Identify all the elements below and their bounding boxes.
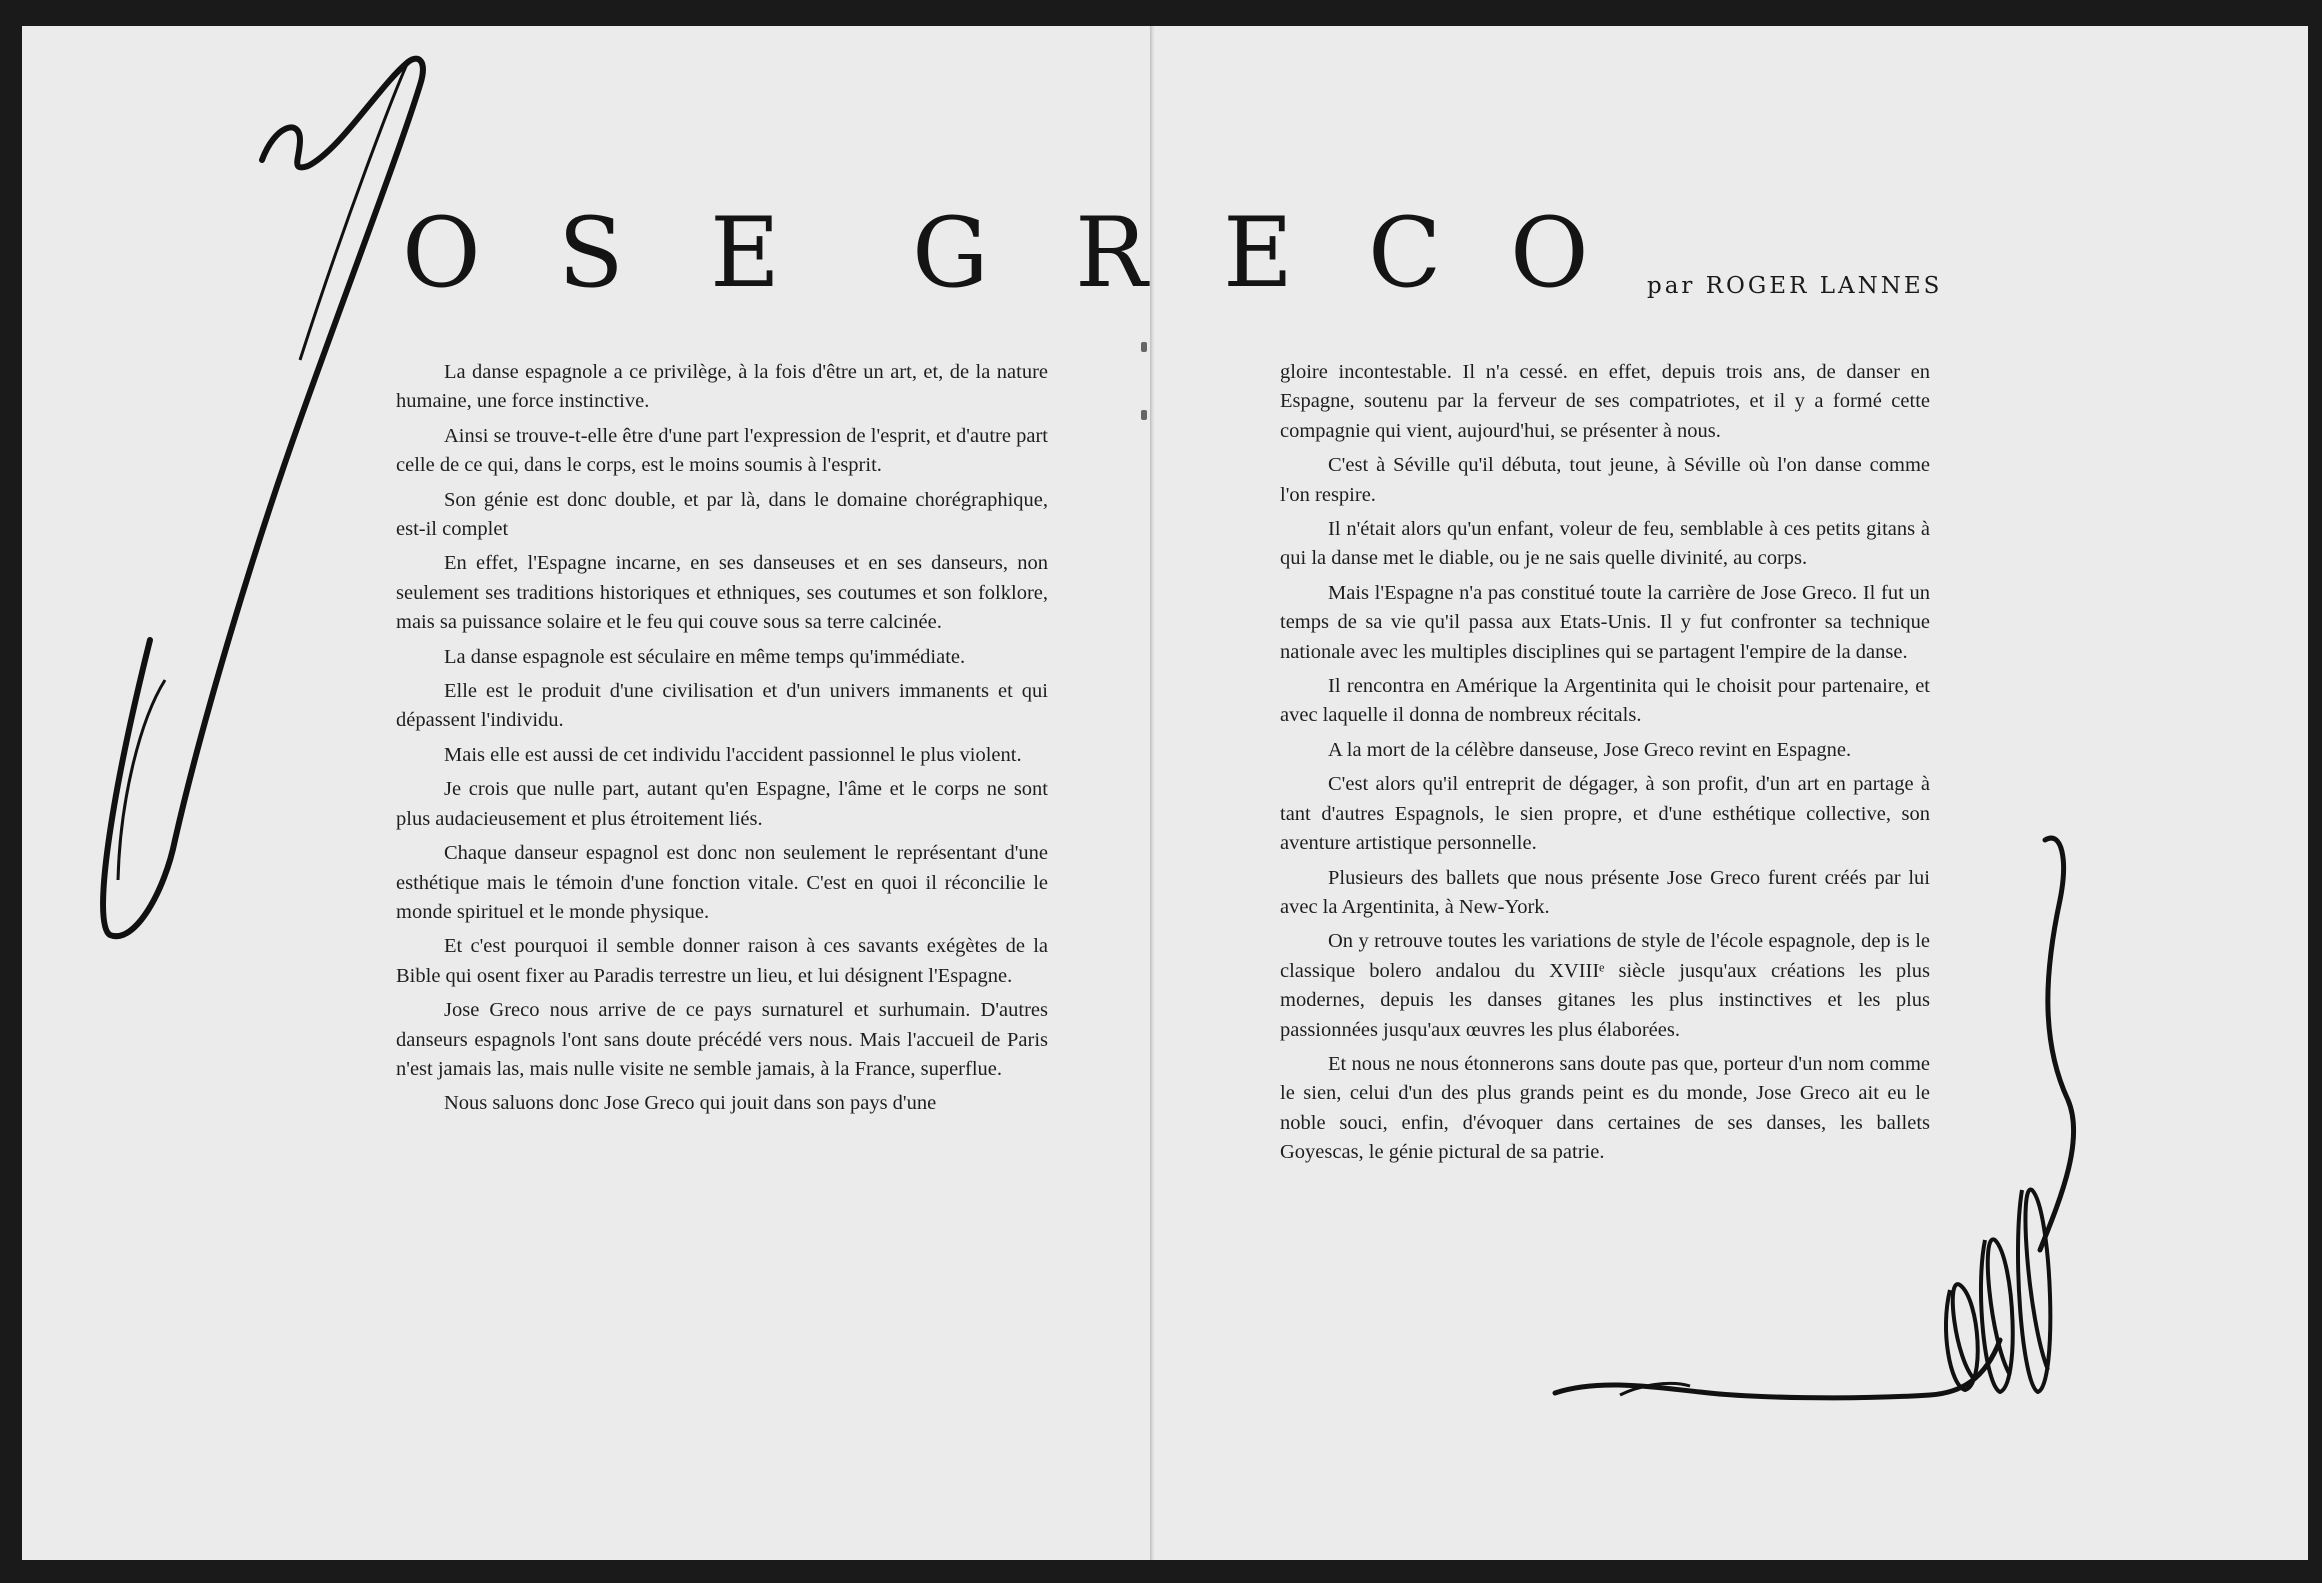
title-letter: C bbox=[1368, 197, 1442, 309]
paragraph: Je crois que nulle part, autant qu'en Espagne, l'âme et le corps ne sont plus audacieusement et plus étroitement liés. bbox=[396, 778, 1048, 830]
left-text-column bbox=[396, 358, 1048, 1124]
title-letter: R bbox=[1075, 197, 1148, 309]
paragraph: C'est à Séville qu'il débuta, tout jeune, à Séville où l'on danse comme l'on respire. bbox=[1280, 454, 1930, 506]
title-letter: O bbox=[402, 197, 481, 309]
paragraph: Ainsi se trouve-t-elle être d'une part l'expression de l'esprit, et d'autre part celle de ce qui, dans le corps, est le moins soumis à l'esprit. bbox=[396, 424, 1048, 477]
paragraph-continuation: gloire incontestable. Il n'a cessé. en effet, depuis trois ans, de danser en Espagne, soutenu par la ferveur de ses compatriotes, et il y a formé cette compagnie qui vient, aujourd'hui, se présenter à nous. bbox=[1280, 361, 1930, 442]
paragraph: Et nous ne nous étonnerons sans doute pas que, porteur d'un nom comme le sien, celui d'un des plus grands peint es du monde, Jose Greco ait eu le noble souci, enfin, d'évoquer dans certaines de ses danses, les ballets Goyescas, le génie pictural de sa patrie. bbox=[1280, 1052, 1930, 1164]
paragraph: Mais l'Espagne n'a pas constitué toute la carrière de Jose Greco. Il fut un temps de sa vie qu'il passa aux Etats-Unis. Il y fut confronter sa technique nationale avec les multiples disciplines qui se partagent l'empire de la danse. bbox=[1280, 581, 1930, 663]
paragraph: Elle est le produit d'une civilisation et d'un univers immanents et qui dépassent l'individu. bbox=[396, 680, 1048, 732]
paragraph: Jose Greco nous arrive de ce pays surnaturel et surhumain. D'autres danseurs espagnols l'ont sans doute précédé vers nous. Mais l'accueil de Paris n'est jamais las, mais nulle visite ne semble jamais, à la France, superflue. bbox=[396, 999, 1048, 1080]
title-letter: G bbox=[912, 197, 989, 309]
title-letter: E bbox=[710, 197, 781, 309]
paragraph: A la mort de la célèbre danseuse, Jose Greco revint en Espagne. bbox=[1328, 738, 1852, 761]
paragraph: On y retrouve toutes les variations de style de l'école espagnole, dep is le classique bolero andalou du XVIIIᵉ siècle jusqu'aux créations les plus modernes, depuis les danses gitanes les plus instinctives et les plus passionnées jusqu'aux œuvres les plus élaborées. bbox=[1280, 930, 1930, 1041]
staple-mark bbox=[1141, 410, 1147, 420]
magazine-spread bbox=[22, 26, 2308, 1560]
title-letter: O bbox=[1510, 197, 1589, 309]
paragraph: Et c'est pourquoi il semble donner raison à ces savants exégètes de la Bible qui osent fixer au Paradis terrestre un lieu, et lui désignent l'Espagne. bbox=[396, 935, 1048, 987]
paragraph: C'est alors qu'il entreprit de dégager, à son profit, d'un art en partage à tant d'autres Espagnols, le sien propre, et d'une esthétique collective, son aventure artistique personnelle. bbox=[1280, 773, 1930, 855]
right-text-column bbox=[1280, 358, 1930, 1173]
paragraph: Plusieurs des ballets que nous présente Jose Greco furent créés par lui avec la Argentinita, à New-York. bbox=[1280, 866, 1930, 918]
paragraph: Chaque danseur espagnol est donc non seulement le représentant d'une esthétique mais le témoin d'une fonction vitale. C'est en quoi il réconcilie le monde spirituel et le monde physique. bbox=[396, 842, 1048, 923]
paragraph: Mais elle est aussi de cet individu l'accident passionnel le plus violent. bbox=[444, 743, 1022, 766]
byline: par ROGER LANNES bbox=[1647, 273, 1943, 299]
paragraph: Son génie est donc double, et par là, dans le domaine chorégraphique, est-il complet bbox=[396, 488, 1048, 541]
paragraph: La danse espagnole a ce privilège, à la fois d'être un art, et, de la nature humaine, une force instinctive. bbox=[396, 361, 1048, 413]
staple-mark bbox=[1141, 342, 1147, 352]
title-letter: E bbox=[1223, 197, 1294, 309]
paragraph: La danse espagnole est séculaire en même temps qu'immédiate. bbox=[444, 645, 966, 668]
paragraph: Il n'était alors qu'un enfant, voleur de feu, semblable à ces petits gitans à qui la danse met le diable, ou je ne sais quelle divinité, au corps. bbox=[1280, 518, 1930, 570]
title-letter: S bbox=[558, 197, 624, 309]
paragraph: Nous saluons donc Jose Greco qui jouit dans son pays d'une bbox=[444, 1092, 937, 1115]
paragraph: Il rencontra en Amérique la Argentinita qui le choisit pour partenaire, et avec laquelle il donna de nombreux récitals. bbox=[1280, 675, 1930, 727]
paragraph: En effet, l'Espagne incarne, en ses danseuses et en ses danseurs, non seulement ses traditions historiques et ethniques, ses coutumes et son folklore, mais sa puissance solaire et le feu qui couve sous sa terre calcinée. bbox=[396, 552, 1048, 634]
